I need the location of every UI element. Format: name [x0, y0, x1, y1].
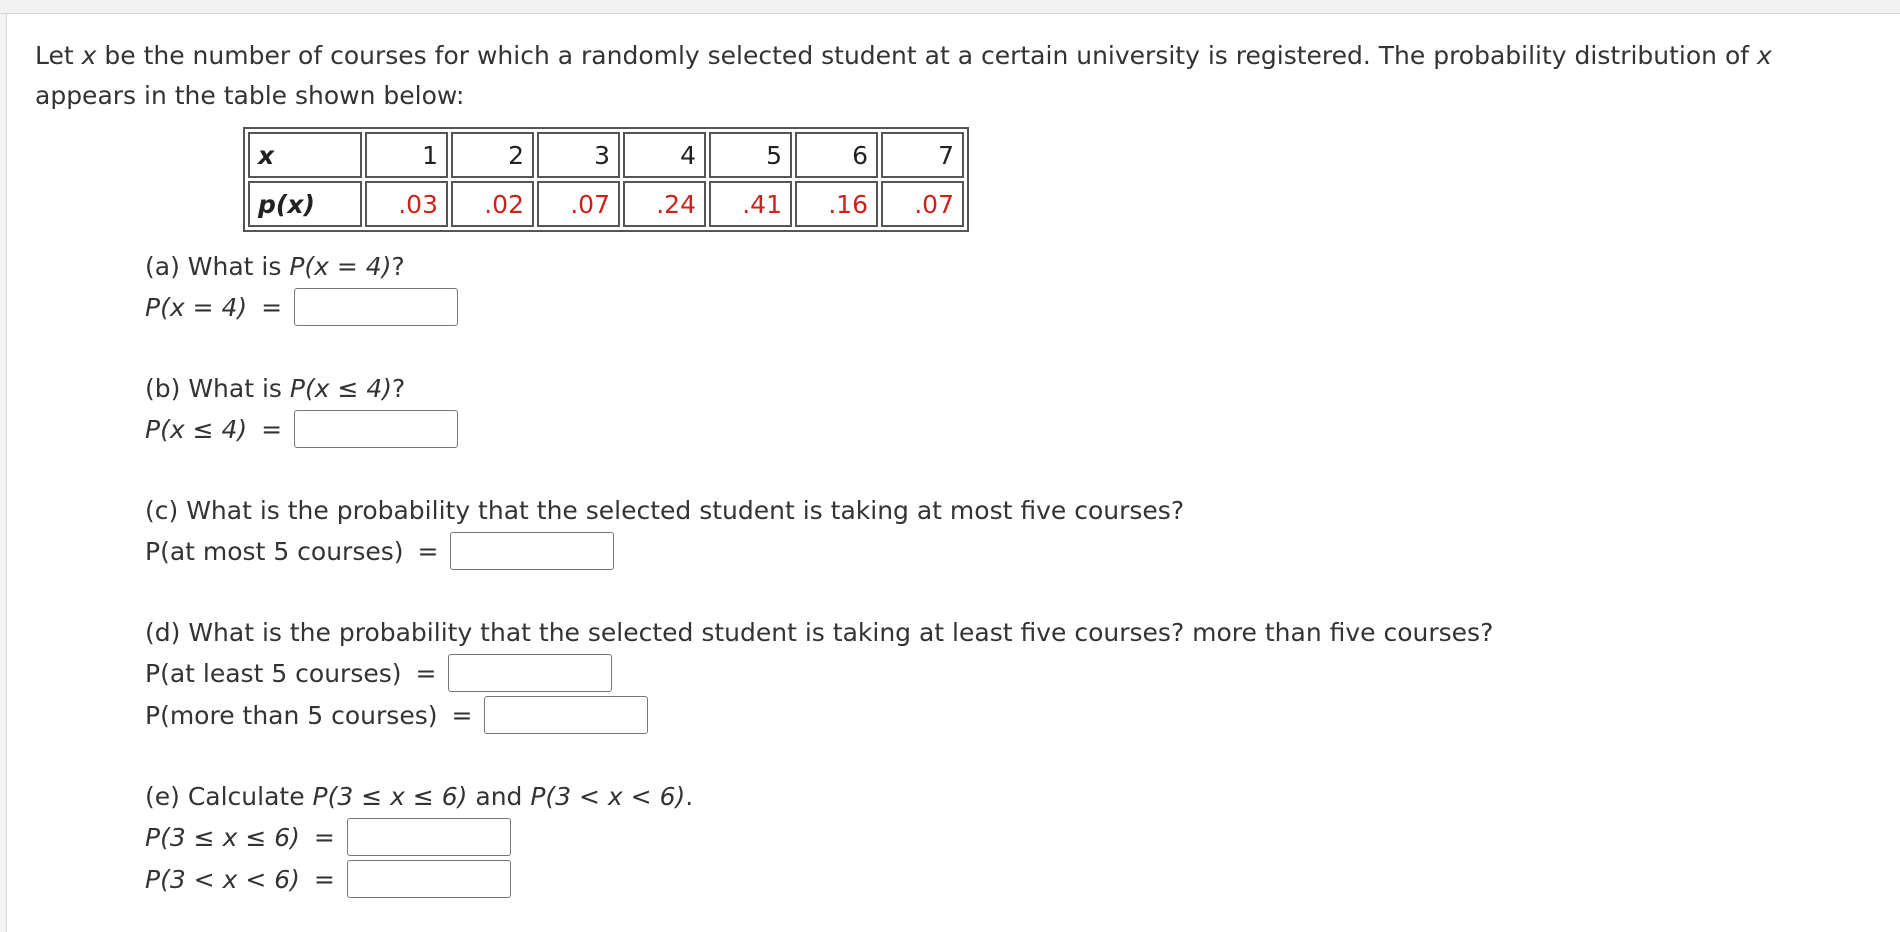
- equals-sign: =: [261, 414, 283, 444]
- table-cell: 2: [451, 132, 534, 178]
- answer-input-d2[interactable]: [484, 696, 648, 734]
- table-cell: 4: [623, 132, 706, 178]
- answer-row-d2: [145, 696, 648, 734]
- row-label-x: x: [248, 132, 362, 178]
- equals-sign: =: [417, 536, 439, 566]
- table-row-px: [248, 181, 964, 227]
- table-cell-prob: .24: [623, 181, 706, 227]
- answer-label-d2: P(more than 5 courses): [145, 700, 438, 730]
- answer-input-a[interactable]: [294, 288, 458, 326]
- answer-input-d1[interactable]: [448, 654, 612, 692]
- intro-text: appears in the table shown below:: [35, 81, 465, 110]
- table-cell-prob: .02: [451, 181, 534, 227]
- question-card: [6, 14, 1900, 932]
- answer-label-c: P(at most 5 courses): [145, 536, 404, 566]
- row-label-px: p(x): [248, 181, 362, 227]
- answer-label-b: P(x ≤ 4): [145, 414, 248, 444]
- variable-x: x: [1757, 41, 1772, 70]
- problem-intro: [35, 36, 1875, 116]
- answer-row-c: [145, 532, 614, 570]
- table-cell: 7: [881, 132, 964, 178]
- answer-label-e1: P(3 ≤ x ≤ 6): [145, 822, 300, 852]
- question-b: (b) What is P(x ≤ 4)?: [145, 374, 406, 403]
- answer-row-e1: [145, 818, 511, 856]
- intro-text: be the number of courses for which a randomly selected student at a certain university is registered. The probability distribution of: [96, 41, 1758, 70]
- intro-text: Let: [35, 41, 82, 70]
- table-cell: 3: [537, 132, 620, 178]
- variable-x: x: [81, 41, 97, 70]
- equals-sign: =: [261, 292, 283, 322]
- question-a: (a) What is P(x = 4)?: [145, 252, 405, 281]
- table-cell-prob: .07: [881, 181, 964, 227]
- equals-sign: =: [313, 864, 335, 894]
- probability-table: [243, 127, 969, 232]
- table-cell-prob: .41: [709, 181, 792, 227]
- table-cell-prob: .07: [537, 181, 620, 227]
- answer-row-d1: [145, 654, 612, 692]
- answer-row-b: [145, 410, 458, 448]
- table-cell: 6: [795, 132, 878, 178]
- table-cell: 1: [365, 132, 448, 178]
- answer-input-c[interactable]: [450, 532, 614, 570]
- top-bar: [0, 0, 1900, 14]
- answer-row-e2: [145, 860, 511, 898]
- answer-input-e2[interactable]: [347, 860, 511, 898]
- question-e: (e) Calculate P(3 ≤ x ≤ 6) and P(3 < x < 6).: [145, 782, 694, 811]
- answer-label-a: P(x = 4): [145, 292, 248, 322]
- answer-row-a: [145, 288, 458, 326]
- equals-sign: =: [451, 700, 473, 730]
- answer-label-e2: P(3 < x < 6): [145, 864, 300, 894]
- answer-input-b[interactable]: [294, 410, 458, 448]
- question-c: (c) What is the probability that the selected student is taking at most five courses?: [145, 496, 1185, 525]
- equals-sign: =: [313, 822, 335, 852]
- question-d: (d) What is the probability that the selected student is taking at least five courses? more than five courses?: [145, 618, 1494, 647]
- table-row-x: [248, 132, 964, 178]
- table-cell: 5: [709, 132, 792, 178]
- answer-label-d1: P(at least 5 courses): [145, 658, 402, 688]
- table-cell-prob: .16: [795, 181, 878, 227]
- table-cell-prob: .03: [365, 181, 448, 227]
- equals-sign: =: [415, 658, 437, 688]
- answer-input-e1[interactable]: [347, 818, 511, 856]
